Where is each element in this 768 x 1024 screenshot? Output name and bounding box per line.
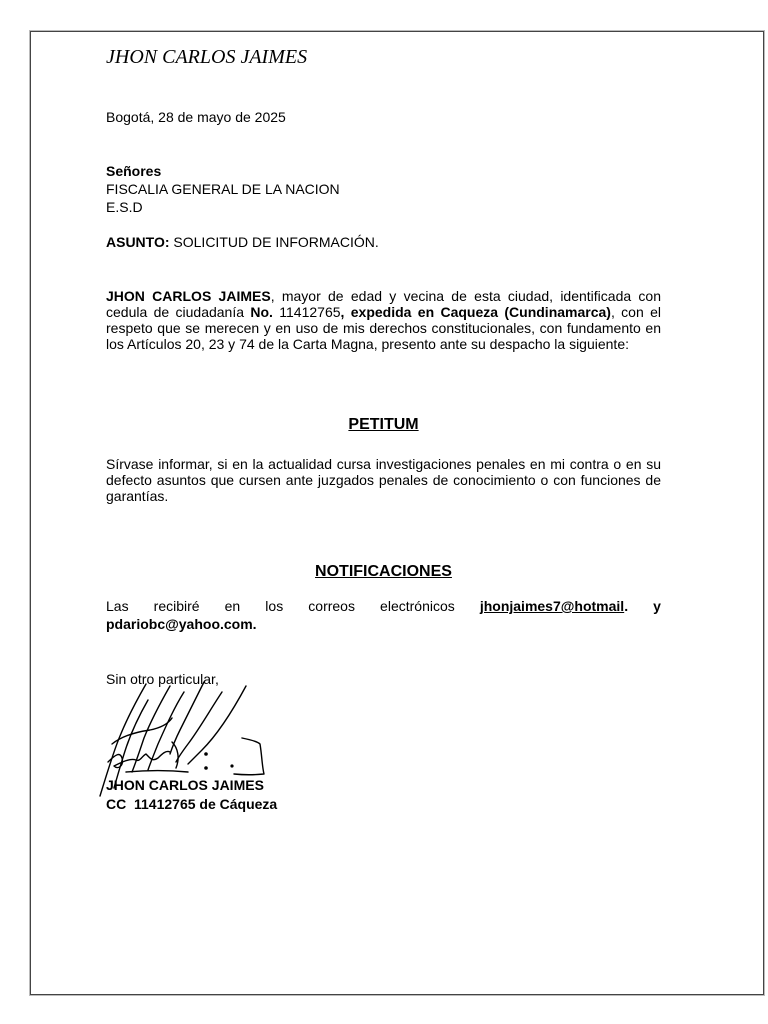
intro-name: JHON CARLOS JAIMES: [106, 288, 271, 304]
notif-word: correos: [308, 598, 355, 614]
petitum-body: Sírvase informar, si en la actualidad cursa investigaciones penales en mi contra o en su defecto asuntos que cursen ante juzgados penales de conocimiento o con funciones de garantías.: [106, 456, 661, 504]
notif-word-y: y: [653, 598, 661, 614]
petitum-heading: PETITUM: [348, 416, 419, 433]
email-group: [480, 598, 628, 614]
notificaciones-line-1: [106, 598, 661, 614]
recipient-esd: E.S.D: [106, 199, 143, 215]
intro-text-1: , mayor de edad y vecina de esta ciudad, identificada con cedula de ciudadanía: [106, 288, 661, 320]
recipient-salutation: Señores: [106, 163, 162, 179]
recipient-entity: FISCALIA GENERAL DE LA NACION: [106, 181, 340, 197]
notif-word: Las: [106, 598, 129, 614]
date-line: Bogotá, 28 de mayo de 2025: [106, 109, 286, 125]
closing-line: Sin otro particular,: [106, 671, 219, 687]
email-yahoo: pdariobc@yahoo.com.: [106, 616, 257, 632]
signature-id: CC 11412765 de Cáqueza: [106, 796, 278, 812]
notif-word: recibiré: [153, 598, 200, 614]
email-link-hotmail[interactable]: jhonjaimes7@hotmail: [479, 598, 625, 614]
notificaciones-heading: NOTIFICACIONES: [315, 563, 452, 580]
signature-name: JHON CARLOS JAIMES: [106, 777, 264, 793]
notif-word: electrónicos: [380, 598, 455, 614]
intro-no-label: No.: [250, 304, 273, 320]
subject-line: [106, 234, 379, 250]
subject-text: SOLICITUD DE INFORMACIÓN.: [169, 234, 379, 250]
intro-text-2: , con el respeto que se merecen y en uso de mis derechos constitucionales, con fundamento en los Artículos 20, 23 y 74 de la Carta Magna, presento ante su despacho la siguiente:: [106, 304, 661, 352]
intro-issued: , expedida en Caqueza (Cundinamarca): [340, 304, 611, 320]
notif-word: en: [224, 598, 241, 614]
email1-suffix: .: [624, 598, 629, 614]
header-name: JHON CARLOS JAIMES: [106, 46, 308, 68]
handwritten-signature: [92, 678, 276, 798]
notif-word: los: [265, 598, 284, 614]
intro-id-number: 11412765: [272, 304, 341, 320]
subject-label: ASUNTO:: [106, 234, 170, 250]
intro-paragraph: [106, 288, 661, 352]
